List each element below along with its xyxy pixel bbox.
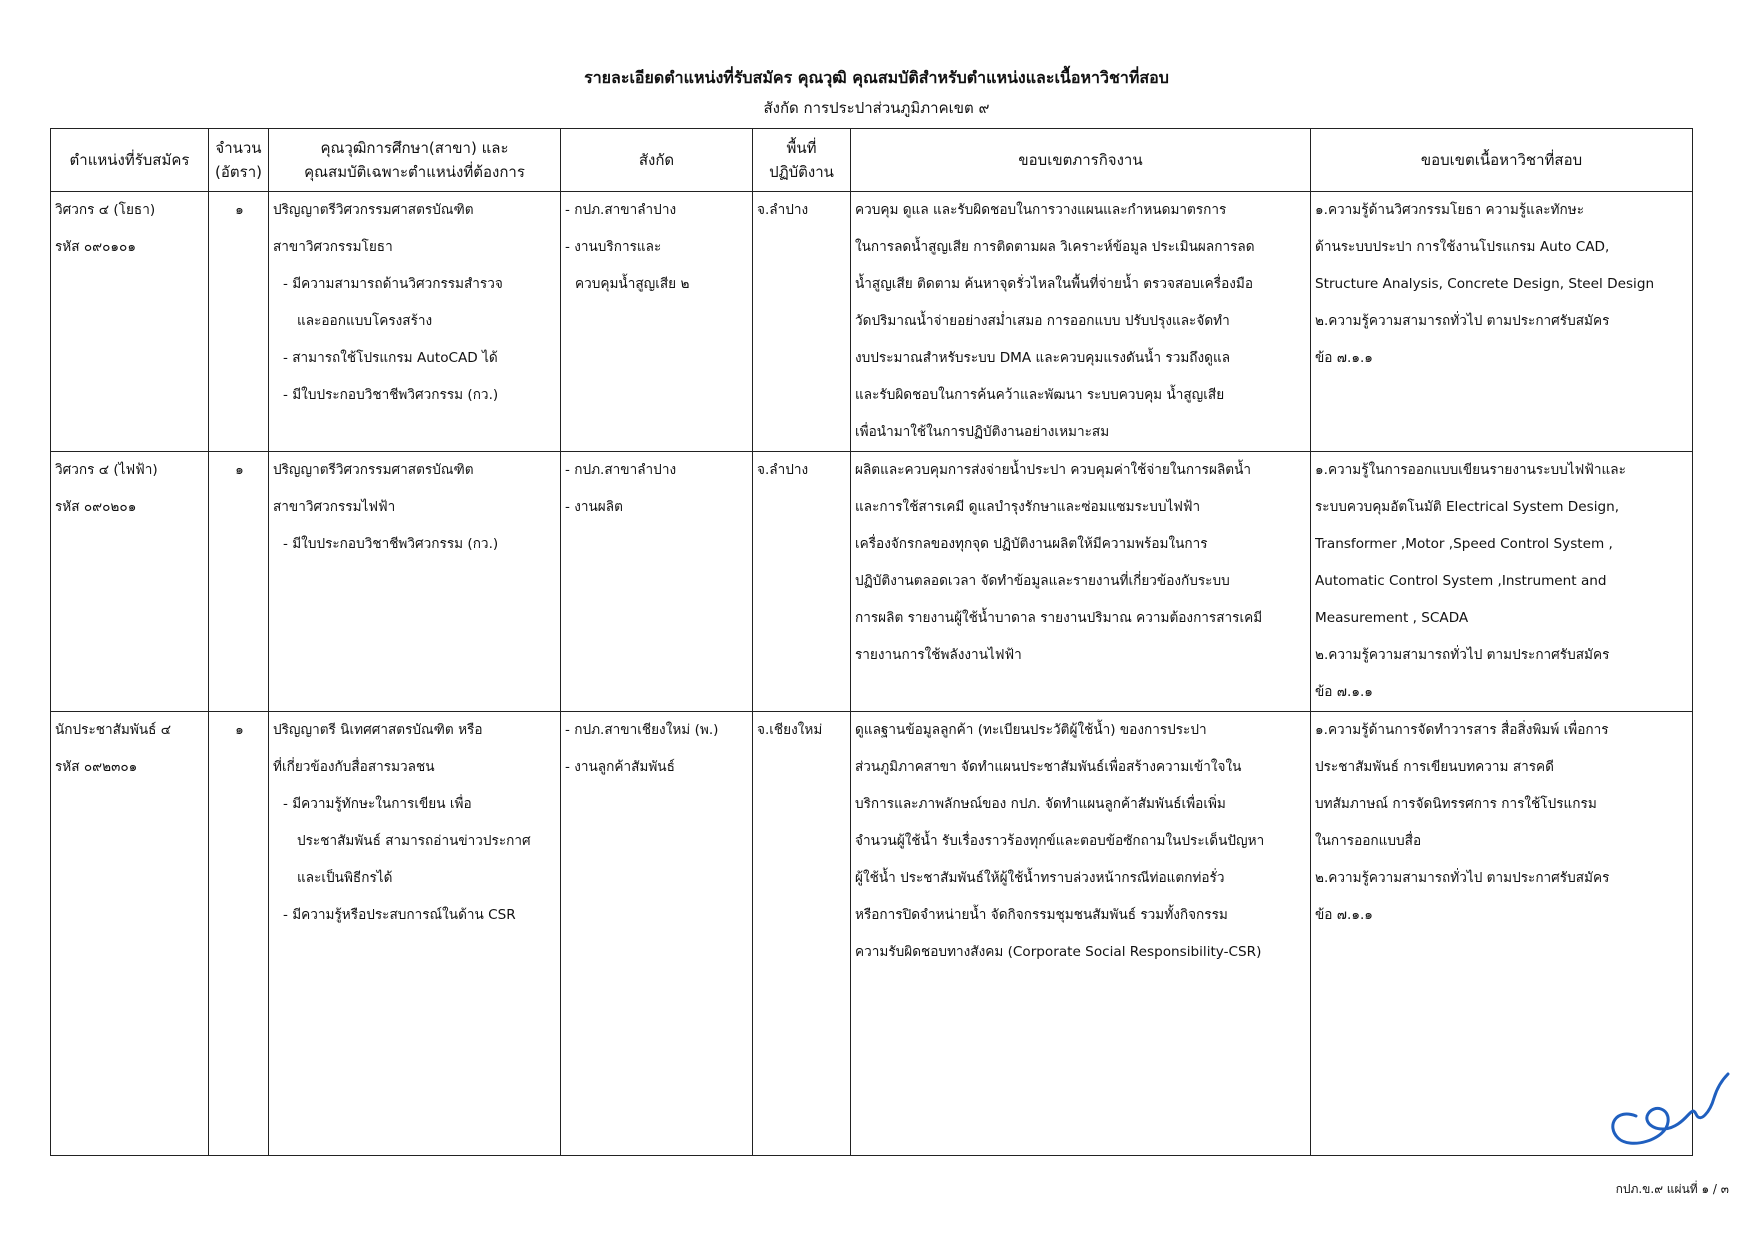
department-line: - งานผลิต <box>565 499 623 515</box>
duties-line: น้ำสูญเสีย ติดตาม ค้นหาจุดรั่วไหลในพื้นที่จ่ายน้ำ ตรวจสอบเครื่องมือ <box>855 276 1254 292</box>
position-text: นักประชาสัมพันธ์ ๔ <box>55 722 172 738</box>
cell-position <box>51 192 209 452</box>
cell-qualification <box>269 192 561 452</box>
header-department: สังกัด <box>561 129 753 192</box>
exam-line: ๒.ความรู้ความสามารถทั่วไป ตามประกาศรับสมัคร <box>1315 870 1610 886</box>
header-position: ตำแหน่งที่รับสมัคร <box>51 129 209 192</box>
qualification-line: ปริญญาตรี นิเทศศาสตรบัณฑิต หรือ <box>273 722 483 738</box>
position-text: รหัส ๐๙๐๒๐๑ <box>55 499 137 515</box>
position-text: รหัส ๐๙๐๑๐๑ <box>55 239 136 255</box>
document-title: รายละเอียดตำแหน่งที่รับสมัคร คุณวุฒิ คุณสมบัติสำหรับตำแหน่งและเนื้อหาวิชาที่สอบ <box>584 68 1169 87</box>
department-line: - กปภ.สาขาลำปาง <box>565 462 677 478</box>
duties-line: ในการลดน้ำสูญเสีย การติดตามผล วิเคราะห์ข้อมูล ประเมินผลการลด <box>855 239 1255 255</box>
cell-duties <box>851 712 1311 1156</box>
qualification-line: ปริญญาตรีวิศวกรรมศาสตรบัณฑิต <box>273 202 474 218</box>
exam-line: Automatic Control System ,Instrument and <box>1315 573 1607 589</box>
position-text: รหัส ๐๙๒๓๐๑ <box>55 759 138 775</box>
exam-line: ๑.ความรู้ในการออกแบบเขียนรายงานระบบไฟฟ้าและ <box>1315 462 1626 478</box>
duties-line: ความรับผิดชอบทางสังคม (Corporate Social Responsibility-CSR) <box>855 944 1262 960</box>
qualification-line: - มีความรู้หรือประสบการณ์ในด้าน CSR <box>283 907 516 923</box>
duties-line: การผลิต รายงานผู้ใช้น้ำบาดาล รายงานปริมาณ ความต้องการสารเคมี <box>855 610 1263 626</box>
exam-line: ๑.ความรู้ด้านวิศวกรรมโยธา ความรู้และทักษะ <box>1315 202 1585 218</box>
exam-line: Transformer ,Motor ,Speed Control System , <box>1315 536 1613 552</box>
position-text: วิศวกร ๔ (ไฟฟ้า) <box>55 462 158 478</box>
duties-line: ดูแลฐานข้อมูลลูกค้า (ทะเบียนประวัติผู้ใช้น้ำ) ของการประปา <box>855 722 1207 738</box>
department-line: ควบคุมน้ำสูญเสีย ๒ <box>575 276 690 292</box>
cell-exam <box>1311 452 1693 712</box>
exam-line: Structure Analysis, Concrete Design, Steel Design <box>1315 276 1655 292</box>
department-line: - งานบริการและ <box>565 239 662 255</box>
duties-line: ผู้ใช้น้ำ ประชาสัมพันธ์ให้ผู้ใช้น้ำทราบล่วงหน้ากรณีท่อแตกท่อรั่ว <box>855 870 1225 886</box>
exam-line: ในการออกแบบสื่อ <box>1315 833 1422 849</box>
cell-area <box>753 712 851 1156</box>
count-text: ๑ <box>235 202 244 218</box>
exam-line: Measurement , SCADA <box>1315 610 1469 626</box>
count-text: ๑ <box>235 722 244 738</box>
qualification-line: ประชาสัมพันธ์ สามารถอ่านข่าวประกาศ <box>297 833 531 849</box>
table-row <box>51 712 1693 1156</box>
department-line: - กปภ.สาขาเชียงใหม่ (พ.) <box>565 722 719 738</box>
duties-line: รายงานการใช้พลังงานไฟฟ้า <box>855 647 1022 663</box>
qualification-line: - มีใบประกอบวิชาชีพวิศวกรรม (กว.) <box>283 536 499 552</box>
positions-table <box>50 128 1693 1156</box>
area-text: จ.ลำปาง <box>757 202 809 218</box>
duties-line: เครื่องจักรกลของทุกจุด ปฏิบัติงานผลิตให้มีความพร้อมในการ <box>855 536 1208 552</box>
cell-position <box>51 712 209 1156</box>
cell-department <box>561 192 753 452</box>
duties-line: ควบคุม ดูแล และรับผิดชอบในการวางแผนและกำหนดมาตรการ <box>855 202 1227 218</box>
cell-count <box>209 192 269 452</box>
area-text: จ.ลำปาง <box>757 462 809 478</box>
table-header-row <box>51 129 1693 192</box>
exam-line: ข้อ ๗.๑.๑ <box>1315 684 1373 700</box>
duties-line: จำนวนผู้ใช้น้ำ รับเรื่องราวร้องทุกข์และตอบข้อซักถามในประเด็นปัญหา <box>855 833 1265 849</box>
exam-line: ข้อ ๗.๑.๑ <box>1315 350 1373 366</box>
department-line: - กปภ.สาขาลำปาง <box>565 202 677 218</box>
qualification-line: สาขาวิศวกรรมไฟฟ้า <box>273 499 396 515</box>
duties-line: บริการและภาพลักษณ์ของ กปภ. จัดทำแผนลูกค้าสัมพันธ์เพื่อเพิ่ม <box>855 796 1226 812</box>
cell-count <box>209 452 269 712</box>
cell-position <box>51 452 209 712</box>
qualification-line: - สามารถใช้โปรแกรม AutoCAD ได้ <box>283 350 498 366</box>
qualification-line: ปริญญาตรีวิศวกรรมศาสตรบัณฑิต <box>273 462 474 478</box>
table-row <box>51 192 1693 452</box>
area-text: จ.เชียงใหม่ <box>757 722 823 738</box>
exam-line: ข้อ ๗.๑.๑ <box>1315 907 1373 923</box>
document-subtitle: สังกัด การประปาส่วนภูมิภาคเขต ๙ <box>763 99 990 117</box>
qualification-line: สาขาวิศวกรรมโยธา <box>273 239 393 255</box>
position-text: วิศวกร ๔ (โยธา) <box>55 202 156 218</box>
cell-area <box>753 452 851 712</box>
exam-line: ด้านระบบประปา การใช้งานโปรแกรม Auto CAD, <box>1315 239 1610 255</box>
qualification-line: - มีความสามารถด้านวิศวกรรมสำรวจ <box>283 276 503 292</box>
header-count: จำนวน (อัตรา) <box>209 129 269 192</box>
department-line: - งานลูกค้าสัมพันธ์ <box>565 759 675 775</box>
duties-line: ส่วนภูมิภาคสาขา จัดทำแผนประชาสัมพันธ์เพื่อสร้างความเข้าใจใน <box>855 759 1242 775</box>
count-text: ๑ <box>235 462 244 478</box>
exam-line: ระบบควบคุมอัตโนมัติ Electrical System Design, <box>1315 499 1620 515</box>
header-exam: ขอบเขตเนื้อหาวิชาที่สอบ <box>1311 129 1693 192</box>
duties-line: และรับผิดชอบในการค้นคว้าและพัฒนา ระบบควบคุม น้ำสูญเสีย <box>855 387 1225 403</box>
exam-line: ๒.ความรู้ความสามารถทั่วไป ตามประกาศรับสมัคร <box>1315 313 1610 329</box>
cell-area <box>753 192 851 452</box>
qualification-line: - มีใบประกอบวิชาชีพวิศวกรรม (กว.) <box>283 387 499 403</box>
qualification-line: ที่เกี่ยวข้องกับสื่อสารมวลชน <box>273 759 435 775</box>
header-area: พื้นที่ ปฏิบัติงาน <box>753 129 851 192</box>
header-duties: ขอบเขตภารกิจงาน <box>851 129 1311 192</box>
cell-qualification <box>269 452 561 712</box>
qualification-line: - มีความรู้ทักษะในการเขียน เพื่อ <box>283 796 472 812</box>
duties-line: ปฏิบัติงานตลอดเวลา จัดทำข้อมูลและรายงานที่เกี่ยวข้องกับระบบ <box>855 573 1230 589</box>
qualification-line: และออกแบบโครงสร้าง <box>297 313 433 329</box>
exam-line: บทสัมภาษณ์ การจัดนิทรรศการ การใช้โปรแกรม <box>1315 796 1597 812</box>
cell-qualification <box>269 712 561 1156</box>
signature-mark <box>1596 1058 1736 1148</box>
cell-duties <box>851 192 1311 452</box>
duties-line: วัดปริมาณน้ำจ่ายอย่างสม่ำเสมอ การออกแบบ ปรับปรุงและจัดทำ <box>855 313 1230 329</box>
duties-line: ผลิตและควบคุมการส่งจ่ายน้ำประปา ควบคุมค่าใช้จ่ายในการผลิตน้ำ <box>855 462 1252 478</box>
duties-line: และการใช้สารเคมี ดูแลบำรุงรักษาและซ่อมแซมระบบไฟฟ้า <box>855 499 1201 515</box>
table-row <box>51 452 1693 712</box>
page-footer: กปภ.ข.๙ แผ่นที่ ๑ / ๓ <box>1615 1182 1729 1196</box>
cell-department <box>561 452 753 712</box>
header-qualification: คุณวุฒิการศึกษา(สาขา) และ คุณสมบัติเฉพาะตำแหน่งที่ต้องการ <box>269 129 561 192</box>
exam-line: ๒.ความรู้ความสามารถทั่วไป ตามประกาศรับสมัคร <box>1315 647 1610 663</box>
exam-line: ประชาสัมพันธ์ การเขียนบทความ สารคดี <box>1315 759 1554 775</box>
cell-count <box>209 712 269 1156</box>
duties-line: หรือการปิดจำหน่ายน้ำ จัดกิจกรรมชุมชนสัมพันธ์ รวมทั้งกิจกรรม <box>855 907 1228 923</box>
cell-department <box>561 712 753 1156</box>
cell-duties <box>851 452 1311 712</box>
cell-exam <box>1311 192 1693 452</box>
exam-line: ๑.ความรู้ด้านการจัดทำวารสาร สื่อสิ่งพิมพ์ เพื่อการ <box>1315 722 1609 738</box>
duties-line: งบประมาณสำหรับระบบ DMA และควบคุมแรงดันน้ำ รวมถึงดูแล <box>855 350 1231 366</box>
qualification-line: และเป็นพิธีกรได้ <box>297 870 393 886</box>
duties-line: เพื่อนำมาใช้ในการปฏิบัติงานอย่างเหมาะสม <box>855 424 1110 440</box>
